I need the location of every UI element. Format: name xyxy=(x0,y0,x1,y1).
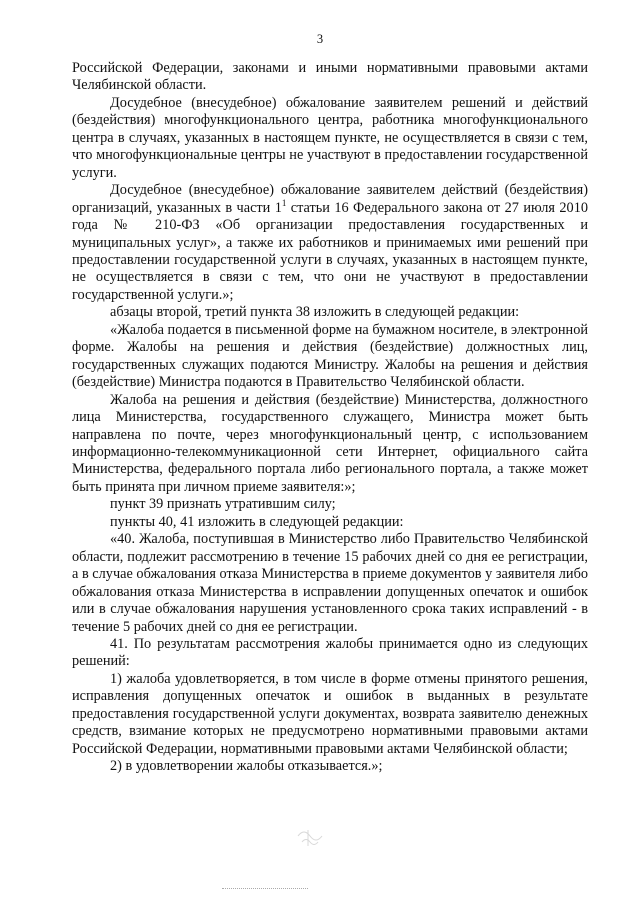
paragraph: 2) в удовлетворении жалобы отказывается.»; xyxy=(110,758,383,775)
dotted-line xyxy=(222,888,308,889)
paragraph: «Жалоба подается в письменной форме на бумажном носителе, в электронной форме. Жалобы на решения и действия (бездействие) должностных лиц, государственных служащих подаются Министру. Жалобы на решения и действия (бездействие) Министра подаются в Правительство Челябинской области. xyxy=(72,321,588,391)
paragraph: Российской Федерации, законами и иными нормативными правовыми актами Челябинской области. xyxy=(72,60,588,94)
paragraph: «40. Жалоба, поступившая в Министерство либо Правительство Челябинской области, подлежит рассмотрению в течение 15 рабочих дней со дня ее регистрации, а в случае обжалования отказа Министерства в приеме документов у заявителя либо обжалования отказа Министерства в исправлении допущенных опечаток и ошибок или в случае обжалования нарушения установленного срока таких исправлений - в течение 5 рабочих дней со дня ее регистрации. xyxy=(72,531,588,635)
paragraph: 1) жалоба удовлетворяется, в том числе в форме отмены принятого решения, исправления допущенных опечаток и ошибок в выданных в результате предоставления государственной услуги документах, возврата заявителю денежных средств, взимание которых не предусмотрено нормативными правовыми актами Российской Федерации, нормативными правовыми актами Челябинской области; xyxy=(72,670,588,757)
faded-stamp-mark xyxy=(246,826,376,886)
superscript: 1 xyxy=(281,197,287,208)
paragraph: пункт 39 признать утратившим силу; xyxy=(110,496,336,513)
document-body xyxy=(72,60,588,776)
paragraph xyxy=(72,182,588,304)
paragraph: 41. По результатам рассмотрения жалобы принимается одно из следующих решений: xyxy=(72,635,588,670)
paragraph: Жалоба на решения и действия (бездействие) Министерства, должностного лица Министерства, государственного служащего, Министра может быть направлена по почте, через многофункциональный центр, с использованием информационно-телекоммуникационной сети Интернет, официального сайта Министерства, федерального портала либо регионального портала, а также может быть принята при личном приеме заявителя:»; xyxy=(72,391,588,495)
paragraph: Досудебное (внесудебное) обжалование заявителем решений и действий (бездействия) многофункционального центра, работника многофункционального центра в случаях, указанных в настоящем пункте, не осуществляется в связи с тем, что многофункциональные центры не участвуют в предоставлении государственной услуги. xyxy=(72,94,588,181)
paragraph-text: статьи 16 Федерального закона от 27 июля 2010 года № 210-ФЗ «Об организации предоставления государственных и муниципальных услуг», а также их работников и принимаемых ими решений при предоставлении государственной услуги в случаях, указанных в настоящем пункте, не осуществляется в связи с тем, что они не участвуют в предоставлении государственной услуги.»; xyxy=(72,199,588,303)
paragraph: абзацы второй, третий пункта 38 изложить в следующей редакции: xyxy=(110,304,520,321)
page-number: 3 xyxy=(316,32,324,46)
paragraph: пункты 40, 41 изложить в следующей редакции: xyxy=(110,513,404,530)
paragraph-text: Досудебное (внесудебное) обжалование заявителем действий (бездействия) организаций, указанных в части 1 xyxy=(72,182,588,216)
